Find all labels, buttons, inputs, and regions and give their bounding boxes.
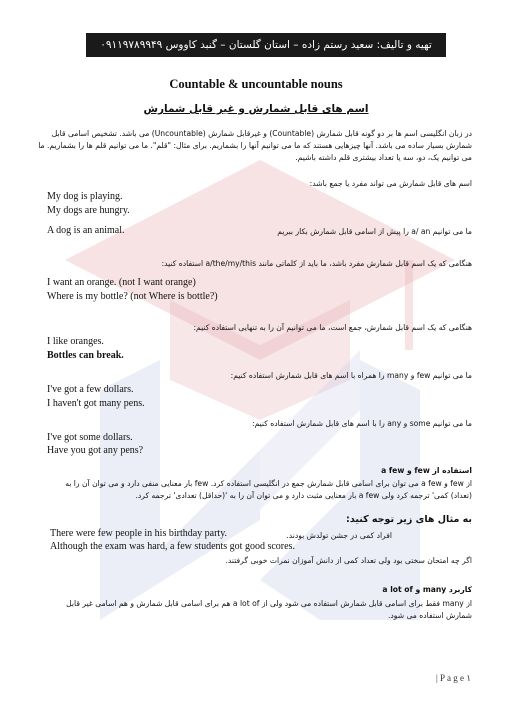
example-line: I like oranges. [47, 336, 104, 347]
page-number: | P a g e ۱ [436, 673, 472, 683]
section-determiners: هنگامی که یک اسم قابل شمارش مفرد باشد، ما باید از کلماتی مانند a/the/my/this استفاده کنید: [161, 259, 472, 268]
section-few-many: ما می توانیم few و many را همراه با اسم های قابل شمارش استفاده کنیم: [230, 371, 472, 380]
example-translation: افراد کمی در جشن تولدش بودند. [286, 531, 392, 540]
example-translation: اگر چه امتحان سختی بود ولی تعداد کمی از دانش آموزان نمرات خوبی گرفتند. [225, 556, 472, 565]
example-line: Bottles can break. [47, 350, 124, 361]
few-afew-line-2: (تعداد) کمی' ترجمه کرد ولی a few بار معنایی مثبت دارد و می توان آن را به '(حداقل) تعدادی' ترجمه کرد. [135, 491, 472, 500]
example-line: There were few people in his birthday party. [50, 528, 228, 539]
example-line: A dog is an animal. [47, 225, 125, 236]
example-line: Although the exam was hard, a few students got good scores. [50, 541, 295, 552]
example-line: I've got a few dollars. [47, 384, 134, 395]
section-few-afew-heading: استفاده از few و a few [381, 466, 472, 475]
example-line: My dogs are hungry. [47, 205, 130, 216]
section-a-an: ما می توانیم a/ an را پیش از اسامی قابل شمارش بکار ببریم [277, 227, 472, 236]
example-line: I haven't got many pens. [47, 398, 145, 409]
intro-line-2: شمارش بسیار ساده می باشد. آنها چیزهایی هستند که ما می توانیم آنها را بشماریم. برای مثال: "قلم". ما می توانیم قلم ها را بشماریم. ما [38, 141, 472, 150]
intro-line-3: می توانیم یک، دو، سه یا تعداد بیشتری قلم داشته باشیم. [295, 153, 472, 162]
page-title: Countable & uncountable nouns [169, 77, 343, 91]
example-line: I want an orange. (not I want orange) [47, 277, 196, 288]
example-line: My dog is playing. [47, 191, 123, 202]
section-countable-forms: اسم های قابل شمارش می تواند مفرد یا جمع باشد: [309, 179, 472, 188]
examples-heading: به مثال های زیر توجه کنید: [346, 514, 472, 525]
few-afew-line-1: از few و a few می توان برای اسامی قابل شمارش جمع در انگلیسی استفاده کرد. few بار معنایی منفی دارد و می توان آن را به [65, 479, 472, 488]
page-subtitle: اسم های قابل شمارش و غیر قابل شمارش [143, 103, 369, 115]
header-bar: تهیه و تالیف: سعید رستم زاده – استان گلستان – گنبد کاووس ۰۹۱۱۹۷۸۹۹۴۹ [86, 33, 446, 57]
example-line: Have you got any pens? [47, 445, 144, 456]
example-line: I've got some dollars. [47, 432, 133, 443]
example-line: Where is my bottle? (not Where is bottle?) [47, 291, 218, 302]
many-alotof-line-1: از many فقط برای اسامی قابل شمارش استفاده می شود ولی از a lot of هم برای اسامی قابل شمارش و هم اسامی غیر قابل [66, 599, 472, 608]
section-some-any: ما می توانیم some و any را با اسم های قابل شمارش استفاده کنیم: [252, 419, 472, 428]
section-plural: هنگامی که یک اسم قابل شمارش، جمع است، ما می توانیم آن را به تنهایی استفاده کنیم: [193, 323, 472, 332]
intro-line-1: در زبان انگلیسی اسم ها بر دو گونه قابل شمارش (Countable) و غیرقابل شمارش (Uncountable) می باشد. تشخیص اسامی قابل [51, 129, 472, 138]
section-many-alotof-heading: کاربرد many و a lot of [382, 585, 472, 594]
many-alotof-line-2: شمارش استفاده می شود. [387, 611, 472, 620]
